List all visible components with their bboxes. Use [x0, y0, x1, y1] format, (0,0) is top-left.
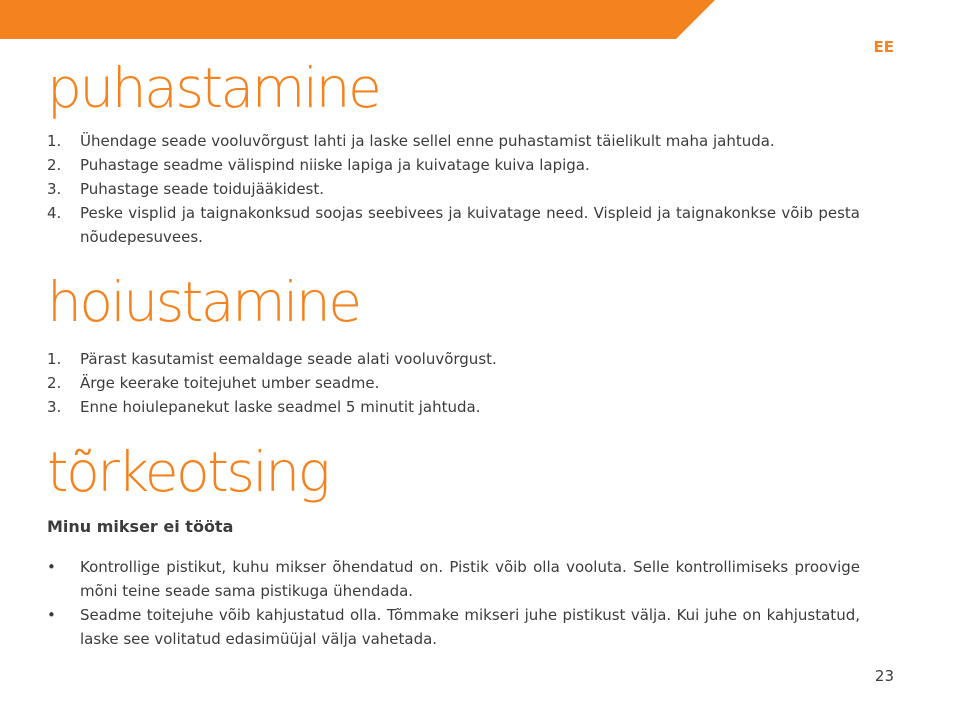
storage-steps [47, 347, 860, 419]
list-marker: 1. [47, 350, 62, 368]
list-item-text: Seadme toitejuhe võib kahjustatud olla. Tõmmake mikseri juhe pistikust välja. Kui juhe on kahjustatud, laske see volitatud edasimüüjal välja vahetada. [80, 606, 860, 648]
troubleshooting-title: tõrkeotsing [47, 440, 329, 504]
list-item-text: Kontrollige pistikut, kuhu mikser õhendatud on. Pistik võib olla vooluta. Selle kontrollimiseks proovige mõni teine seade sama pistikuga ühendada. [80, 558, 860, 600]
list-item-text: Peske visplid ja taignakonksud soojas seebivees ja kuivatage need. Vispleid ja taignakonkse võib pesta nõudepesuvees. [80, 204, 860, 246]
list-item [47, 153, 860, 177]
list-item [47, 177, 860, 201]
list-marker: 2. [47, 374, 62, 392]
list-marker: 1. [47, 132, 62, 150]
list-item-text: Pärast kasutamist eemaldage seade alati vooluvõrgust. [80, 350, 497, 368]
page-number: 23 [874, 667, 894, 685]
list-marker: 3. [47, 180, 62, 198]
list-item-text: Puhastage seadme välispind niiske lapiga ja kuivatage kuiva lapiga. [80, 156, 590, 174]
list-marker: 2. [47, 156, 62, 174]
list-item [47, 347, 860, 371]
list-item [47, 371, 860, 395]
list-item [47, 395, 860, 419]
language-code: EE [873, 38, 894, 56]
list-item-text: Ühendage seade vooluvõrgust lahti ja laske sellel enne puhastamist täielikult maha jahtuda. [80, 132, 775, 150]
list-item [47, 555, 860, 603]
list-item [47, 603, 860, 651]
header-band [0, 0, 715, 39]
list-bullet: • [47, 558, 56, 576]
list-item [47, 129, 860, 153]
list-bullet: • [47, 606, 56, 624]
cleaning-steps [47, 129, 860, 249]
list-item [47, 201, 860, 249]
storage-title: hoiustamine [47, 270, 360, 334]
list-item-text: Ärge keerake toitejuhet umber seadme. [80, 374, 380, 392]
troubleshooting-tips [47, 555, 860, 651]
list-item-text: Puhastage seade toidujääkidest. [80, 180, 325, 198]
list-item-text: Enne hoiulepanekut laske seadmel 5 minutit jahtuda. [80, 398, 481, 416]
list-marker: 4. [47, 204, 62, 222]
cleaning-title: puhastamine [47, 56, 380, 120]
troubleshooting-subheading: Minu mikser ei tööta [47, 517, 234, 536]
list-marker: 3. [47, 398, 62, 416]
header-band-shape [0, 0, 715, 39]
